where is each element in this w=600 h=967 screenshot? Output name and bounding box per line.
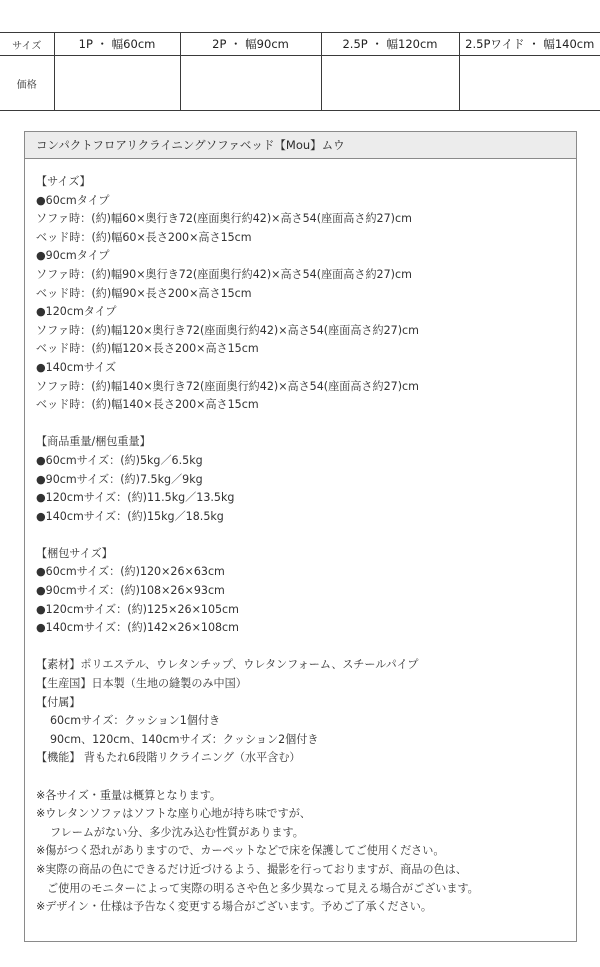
size-2-5p-wide: 2.5Pワイド ・ 幅140cm: [459, 33, 600, 56]
size-line: ●120cmタイプ: [36, 305, 117, 319]
note-line: ※ウレタンソファはソフトな座り心地が持ち味ですが、: [36, 807, 311, 821]
package-heading: 【梱包サイズ】: [36, 546, 113, 560]
size-row: [0, 33, 600, 56]
note-line: ※実際の商品の色にできるだけ近づけるよう、撮影を行っておりますが、商品の色は、: [36, 862, 467, 876]
size-line: ●60cmタイプ: [36, 193, 110, 207]
size-line: ベッド時：(約)幅90×長さ200×高さ15cm: [36, 286, 252, 300]
weight-line: ●140cmサイズ：(約)15kg／18.5kg: [36, 509, 224, 523]
size-2p: 2P ・ 幅90cm: [180, 33, 321, 56]
size-2-5p: 2.5P ・ 幅120cm: [321, 33, 459, 56]
size-line: ●140cmサイズ: [36, 360, 117, 374]
note-line: ※デザイン・仕様は予告なく変更する場合がございます。予めご了承ください。: [36, 900, 432, 914]
price-2p: [180, 56, 321, 111]
note-line: ※各サイズ・重量は概算となります。: [36, 788, 222, 802]
weight-section: [36, 433, 572, 526]
price-2-5p: [321, 56, 459, 111]
size-line: ソファ時：(約)幅90×奥行き72(座面奥行約42)×高さ54(座面高さ約27)cm: [36, 267, 412, 281]
package-line: ●120cmサイズ：(約)125×26×105cm: [36, 602, 239, 616]
weight-line: ●120cmサイズ：(約)11.5kg／13.5kg: [36, 491, 235, 505]
spec-title: コンパクトフロアリクライニングソファベッド【Mou】ムウ: [25, 132, 576, 159]
size-line: ベッド時：(約)幅140×長さ200×高さ15cm: [36, 398, 259, 412]
note-line: ※傷がつく恐れがありますので、カーペットなどで床を保護してご使用ください。: [36, 844, 445, 858]
accessories-heading: 【付属】: [36, 695, 81, 709]
function-line: 【機能】 背もたれ6段階リクライニング（水平含む）: [36, 751, 301, 765]
note-line: ご使用のモニターによって実際の明るさや色と多少異なって見える場合がございます。: [47, 881, 479, 895]
size-line: ●90cmタイプ: [36, 249, 110, 263]
package-line: ●90cmサイズ：(約)108×26×93cm: [36, 584, 225, 598]
price-2-5p-wide: [459, 56, 600, 111]
size-line: ソファ時：(約)幅140×奥行き72(座面奥行約42)×高さ54(座面高さ約27)cm: [36, 379, 419, 393]
package-line: ●60cmサイズ：(約)120×26×63cm: [36, 565, 225, 579]
weight-heading: 【商品重量/梱包重量】: [36, 435, 151, 449]
size-section: [36, 173, 572, 415]
size-label: サイズ: [0, 33, 54, 56]
size-line: ベッド時：(約)幅60×長さ200×高さ15cm: [36, 230, 252, 244]
spec-body: [36, 173, 572, 935]
size-line: ベッド時：(約)幅120×長さ200×高さ15cm: [36, 342, 259, 356]
price-row: [0, 56, 600, 111]
size-heading: 【サイズ】: [36, 175, 91, 188]
origin-line: 【生産国】日本製（生地の縫製のみ中国）: [36, 677, 247, 691]
size-line: ソファ時：(約)幅120×奥行き72(座面奥行約42)×高さ54(座面高さ約27)cm: [36, 323, 419, 337]
package-line: ●140cmサイズ：(約)142×26×108cm: [36, 621, 239, 635]
price-label: 価格: [0, 56, 54, 111]
weight-line: ●90cmサイズ：(約)7.5kg／9kg: [36, 472, 203, 486]
info-section: [36, 656, 572, 768]
note-line: フレームがない分、多少沈み込む性質があります。: [50, 825, 304, 839]
accessory-line: 60cmサイズ：クッション1個付き: [50, 714, 221, 728]
material-line: 【素材】ポリエステル、ウレタンチップ、ウレタンフォーム、スチールパイプ: [36, 658, 419, 672]
price-table: [0, 32, 600, 111]
size-line: ソファ時：(約)幅60×奥行き72(座面奥行約42)×高さ54(座面高さ約27)cm: [36, 212, 412, 226]
size-1p: 1P ・ 幅60cm: [54, 33, 180, 56]
spec-panel: [24, 131, 577, 942]
package-section: [36, 545, 572, 638]
weight-line: ●60cmサイズ：(約)5kg／6.5kg: [36, 453, 203, 467]
accessory-line: 90cm、120cm、140cmサイズ：クッション2個付き: [50, 732, 319, 746]
notes-section: [36, 787, 572, 917]
price-1p: [54, 56, 180, 111]
